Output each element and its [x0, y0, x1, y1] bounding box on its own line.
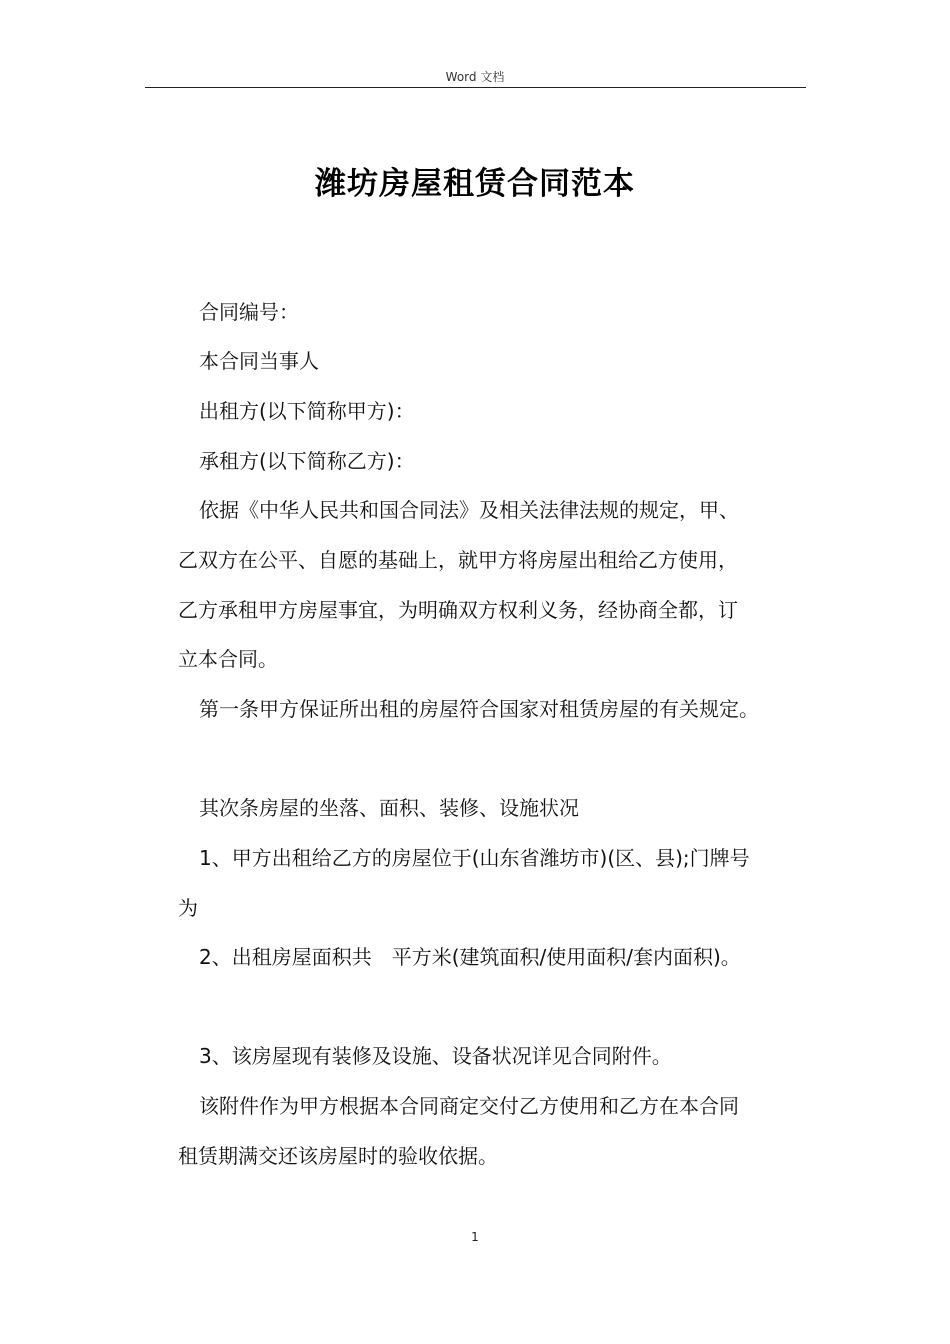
clause-line: 租赁期满交还该房屋时的验收依据。: [178, 1144, 498, 1168]
article-one-line: 第一条甲方保证所出租的房屋符合国家对租赁房屋的有关规定。: [199, 697, 759, 721]
preamble-line: 乙方承租甲方房屋事宜，为明确双方权利义务，经协商全都，订: [178, 598, 738, 622]
header-divider: [145, 87, 806, 88]
preamble-line: 立本合同。: [178, 647, 278, 671]
lessor-line: 出租方(以下简称甲方)：: [199, 399, 415, 423]
lessee-line: 承租方(以下简称乙方)：: [199, 449, 415, 473]
clause-line: 为: [178, 896, 198, 920]
clause-line: 2、出租房屋面积共 平方米(建筑面积/使用面积/套内面积)。: [199, 945, 741, 969]
preamble-line: 依据《中华人民共和国合同法》及相关法律法规的规定，甲、: [199, 498, 739, 522]
contract-number-line: 合同编号：: [199, 300, 299, 324]
preamble-line: 乙双方在公平、自愿的基础上，就甲方将房屋出租给乙方使用，: [178, 548, 738, 572]
clause-line: 该附件作为甲方根据本合同商定交付乙方使用和乙方在本合同: [199, 1094, 739, 1118]
clause-line: 3、该房屋现有装修及设施、设备状况详见合同附件。: [199, 1044, 672, 1068]
parties-heading: 本合同当事人: [199, 349, 319, 373]
page-number: 1: [471, 1230, 479, 1244]
page-header: Word 文档: [445, 70, 505, 84]
article-two-heading: 其次条房屋的坐落、面积、装修、设施状况: [199, 796, 579, 820]
document-title: 潍坊房屋租赁合同范本: [315, 166, 635, 202]
clause-line: 1、甲方出租给乙方的房屋位于(山东省潍坊市)(区、县);门牌号: [199, 846, 750, 870]
